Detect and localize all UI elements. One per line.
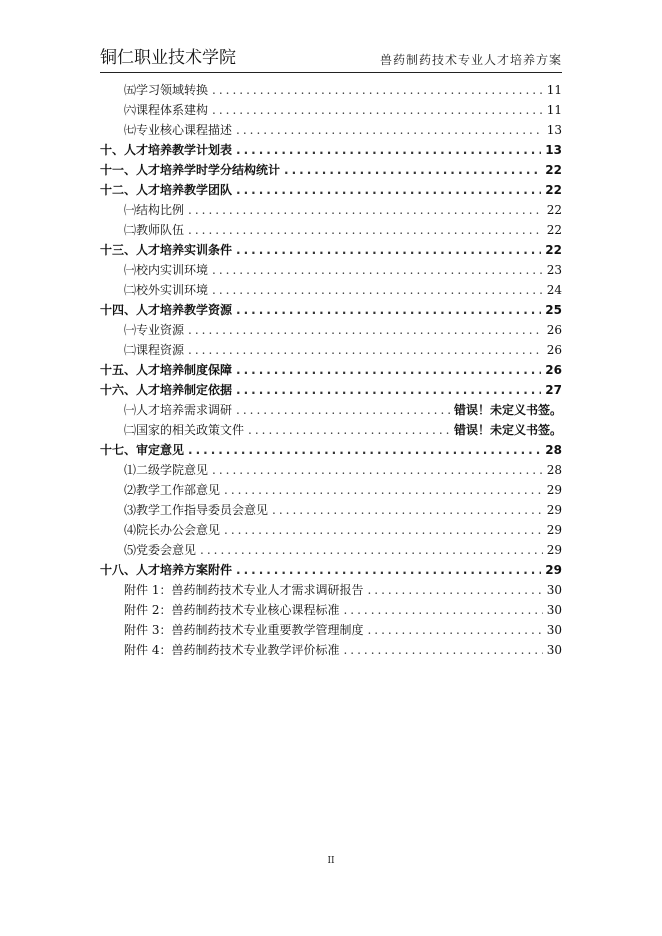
toc-dot-leader (236, 300, 541, 320)
toc-dot-leader (343, 600, 542, 620)
toc-entry[interactable] (100, 600, 562, 620)
toc-entry-title: 十、人才培养教学计划表 (100, 143, 233, 157)
toc-entry[interactable] (100, 140, 562, 160)
toc-entry-page-number: 29 (546, 523, 562, 537)
toc-dot-leader (212, 280, 543, 300)
toc-entry[interactable] (100, 240, 562, 260)
toc-dot-leader (236, 360, 541, 380)
toc-entry-page-number: 25 (545, 303, 562, 317)
toc-entry-page-number: 29 (546, 503, 562, 517)
toc-entry[interactable] (100, 580, 562, 600)
toc-entry-title: 十四、人才培养教学资源 (100, 303, 233, 317)
toc-entry-title: 附件 1：兽药制药技术专业人才需求调研报告 (124, 583, 364, 597)
toc-entry[interactable] (100, 200, 562, 220)
toc-entry[interactable] (100, 280, 562, 300)
toc-entry-title: ⑴二级学院意见 (124, 463, 209, 477)
toc-dot-leader (212, 80, 543, 100)
toc-dot-leader (236, 240, 541, 260)
toc-entry-page-number: 29 (546, 483, 562, 497)
toc-entry[interactable] (100, 400, 562, 420)
toc-entry-title: ㈤学习领域转换 (124, 83, 209, 97)
toc-entry-error-text: 错误！未定义书签。 (453, 403, 562, 417)
toc-dot-leader (248, 420, 450, 440)
toc-entry-error-text: 错误！未定义书签。 (453, 423, 562, 437)
toc-entry[interactable] (100, 340, 562, 360)
toc-dot-leader (188, 440, 541, 460)
toc-entry-page-number: 23 (546, 263, 562, 277)
toc-dot-leader (236, 400, 450, 420)
header-document-title: 兽药制药技术专业人才培养方案 (379, 53, 562, 67)
toc-entry-page-number: 30 (546, 603, 562, 617)
header-school-name: 铜仁职业技术学院 (100, 48, 236, 68)
toc-dot-leader (236, 140, 541, 160)
toc-entry[interactable] (100, 260, 562, 280)
toc-entry[interactable] (100, 440, 562, 460)
toc-entry-page-number: 26 (546, 323, 562, 337)
toc-entry-page-number: 27 (545, 383, 562, 397)
toc-dot-leader (236, 120, 543, 140)
toc-entry-title: 十五、人才培养制度保障 (100, 363, 233, 377)
toc-entry[interactable] (100, 520, 562, 540)
toc-entry-title: 十七、审定意见 (100, 443, 185, 457)
toc-entry[interactable] (100, 460, 562, 480)
toc-entry-page-number: 11 (546, 83, 562, 97)
toc-entry-page-number: 22 (545, 163, 562, 177)
toc-entry-title: ⑶教学工作指导委员会意见 (124, 503, 269, 517)
toc-entry-page-number: 28 (545, 443, 562, 457)
toc-entry-title: ㈡校外实训环境 (124, 283, 209, 297)
toc-entry-title: ⑵教学工作部意见 (124, 483, 221, 497)
toc-entry-page-number: 29 (545, 563, 562, 577)
footer-page-number: II (327, 856, 335, 866)
toc-dot-leader (200, 540, 543, 560)
toc-dot-leader (343, 640, 542, 660)
toc-entry-page-number: 26 (545, 363, 562, 377)
toc-entry-title: 附件 2：兽药制药技术专业核心课程标准 (124, 603, 340, 617)
toc-entry-page-number: 11 (546, 103, 562, 117)
toc-dot-leader (212, 100, 543, 120)
toc-entry-title: ㈡国家的相关政策文件 (124, 423, 245, 437)
toc-entry[interactable] (100, 420, 562, 440)
toc-entry-title: ㈦专业核心课程描述 (124, 123, 233, 137)
toc-entry-page-number: 13 (545, 143, 562, 157)
toc-dot-leader (272, 500, 543, 520)
toc-entry-title: ㈠人才培养需求调研 (124, 403, 233, 417)
toc-dot-leader (236, 180, 541, 200)
toc-entry-page-number: 30 (546, 583, 562, 597)
toc-entry-title: ⑷院长办公会意见 (124, 523, 221, 537)
toc-entry-page-number: 22 (545, 183, 562, 197)
toc-entry-title: ⑸党委会意见 (124, 543, 197, 557)
toc-entry[interactable] (100, 540, 562, 560)
toc-entry[interactable] (100, 300, 562, 320)
table-of-contents (100, 80, 562, 660)
toc-entry-title: 附件 4：兽药制药技术专业教学评价标准 (124, 643, 340, 657)
toc-entry-title: 十八、人才培养方案附件 (100, 563, 233, 577)
toc-entry-title: ㈡教师队伍 (124, 223, 185, 237)
toc-entry[interactable] (100, 560, 562, 580)
page-header (100, 46, 562, 73)
toc-entry-title: ㈥课程体系建构 (124, 103, 209, 117)
toc-entry[interactable] (100, 380, 562, 400)
toc-entry-page-number: 28 (546, 463, 562, 477)
toc-entry-title: 十一、人才培养学时学分结构统计 (100, 163, 281, 177)
toc-dot-leader (188, 340, 543, 360)
toc-entry-title: ㈠结构比例 (124, 203, 185, 217)
toc-entry[interactable] (100, 80, 562, 100)
toc-entry-title: ㈠专业资源 (124, 323, 185, 337)
toc-entry[interactable] (100, 360, 562, 380)
toc-entry[interactable] (100, 180, 562, 200)
toc-dot-leader (212, 260, 543, 280)
toc-dot-leader (188, 220, 543, 240)
toc-dot-leader (236, 560, 541, 580)
toc-entry-page-number: 30 (546, 623, 562, 637)
toc-entry[interactable] (100, 620, 562, 640)
toc-entry[interactable] (100, 120, 562, 140)
toc-entry[interactable] (100, 160, 562, 180)
toc-entry-title: 十三、人才培养实训条件 (100, 243, 233, 257)
toc-entry-title: ㈠校内实训环境 (124, 263, 209, 277)
toc-dot-leader (212, 460, 543, 480)
toc-entry-page-number: 22 (545, 243, 562, 257)
toc-entry-title: 附件 3：兽药制药技术专业重要教学管理制度 (124, 623, 364, 637)
toc-entry-page-number: 22 (546, 223, 562, 237)
toc-entry[interactable] (100, 100, 562, 120)
toc-entry-title: 十六、人才培养制定依据 (100, 383, 233, 397)
toc-entry-page-number: 24 (546, 283, 562, 297)
toc-entry-title: 十二、人才培养教学团队 (100, 183, 233, 197)
toc-dot-leader (236, 380, 541, 400)
toc-entry-page-number: 29 (546, 543, 562, 557)
toc-entry-page-number: 26 (546, 343, 562, 357)
toc-dot-leader (224, 480, 543, 500)
toc-dot-leader (224, 520, 543, 540)
toc-dot-leader (367, 580, 542, 600)
toc-entry[interactable] (100, 220, 562, 240)
toc-entry-page-number: 30 (546, 643, 562, 657)
toc-entry-title: ㈡课程资源 (124, 343, 185, 357)
toc-dot-leader (367, 620, 542, 640)
toc-entry[interactable] (100, 320, 562, 340)
toc-entry-page-number: 22 (546, 203, 562, 217)
toc-entry[interactable] (100, 500, 562, 520)
toc-dot-leader (188, 320, 543, 340)
toc-dot-leader (284, 160, 541, 180)
toc-entry-page-number: 13 (546, 123, 562, 137)
toc-entry[interactable] (100, 640, 562, 660)
toc-dot-leader (188, 200, 543, 220)
toc-entry[interactable] (100, 480, 562, 500)
